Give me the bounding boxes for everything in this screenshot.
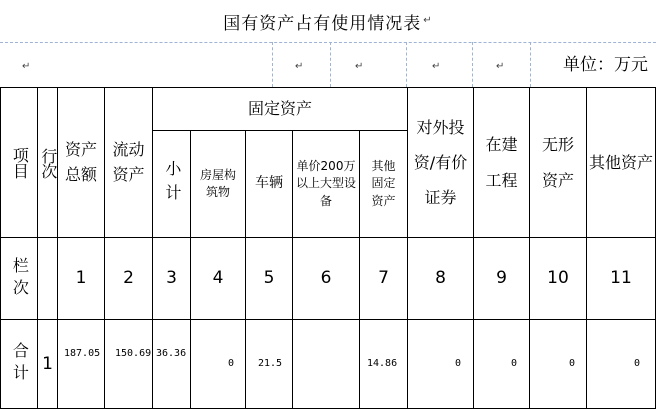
column-number: 9	[496, 268, 507, 289]
header-buildings: 房屋构筑物	[199, 167, 236, 199]
paragraph-mark-icon: ↵	[22, 61, 31, 72]
column-number: 5	[263, 268, 275, 289]
header-item: 项目	[10, 146, 30, 179]
column-row-label: 栏次	[10, 256, 30, 301]
column-number: 6	[320, 268, 332, 289]
header-subtotal: 小计	[162, 160, 182, 208]
header-fixed-assets: 固定资产	[247, 98, 312, 118]
column-number: 8	[435, 268, 446, 289]
column-number: 2	[123, 268, 134, 289]
header-intangible: 无形资产	[541, 135, 574, 190]
column-number: 7	[378, 268, 389, 289]
total-row-label: 合计	[10, 342, 30, 386]
header-other-assets: 其他资产	[589, 152, 654, 172]
column-number: 3	[166, 268, 177, 289]
header-construction: 在建工程	[485, 135, 518, 190]
buildings-value: 0	[228, 358, 235, 369]
total-assets-value: 187.05	[64, 348, 101, 359]
paragraph-mark-icon: ↵	[355, 61, 364, 72]
header-large-equipment: 单价200万以上大型设备	[296, 158, 357, 208]
header-other-fixed: 其他固定资产	[371, 158, 396, 208]
paragraph-mark-icon: ↵	[432, 61, 441, 72]
other-fixed-value: 14.86	[367, 358, 398, 369]
paragraph-mark-icon: ↵	[423, 15, 433, 26]
header-current-assets: 流动资产	[112, 139, 145, 184]
paragraph-mark-icon: ↵	[496, 61, 505, 72]
subtotal-value: 36.36	[156, 348, 187, 359]
total-row-number: 1	[42, 353, 53, 374]
header-investment: 对外投资/有价证券	[413, 117, 468, 208]
construction-value: 0	[511, 358, 518, 369]
unit-label: 单位：万元	[563, 55, 648, 75]
intangible-value: 0	[569, 358, 576, 369]
current-assets-value: 150.69	[115, 348, 152, 359]
column-number: 4	[212, 268, 224, 289]
column-number: 1	[75, 268, 87, 289]
table-title: 国有资产占有使用情况表 ↵	[223, 13, 433, 34]
vehicles-value: 21.5	[258, 358, 283, 369]
header-total-assets: 资产总额	[64, 139, 97, 184]
investment-value: 0	[455, 358, 462, 369]
paragraph-mark-icon: ↵	[295, 61, 304, 72]
column-number: 11	[610, 268, 632, 289]
header-vehicles: 车辆	[255, 175, 283, 192]
header-row-no: 行次	[38, 147, 58, 178]
other-assets-value: 0	[634, 358, 641, 369]
column-number: 10	[547, 268, 569, 289]
